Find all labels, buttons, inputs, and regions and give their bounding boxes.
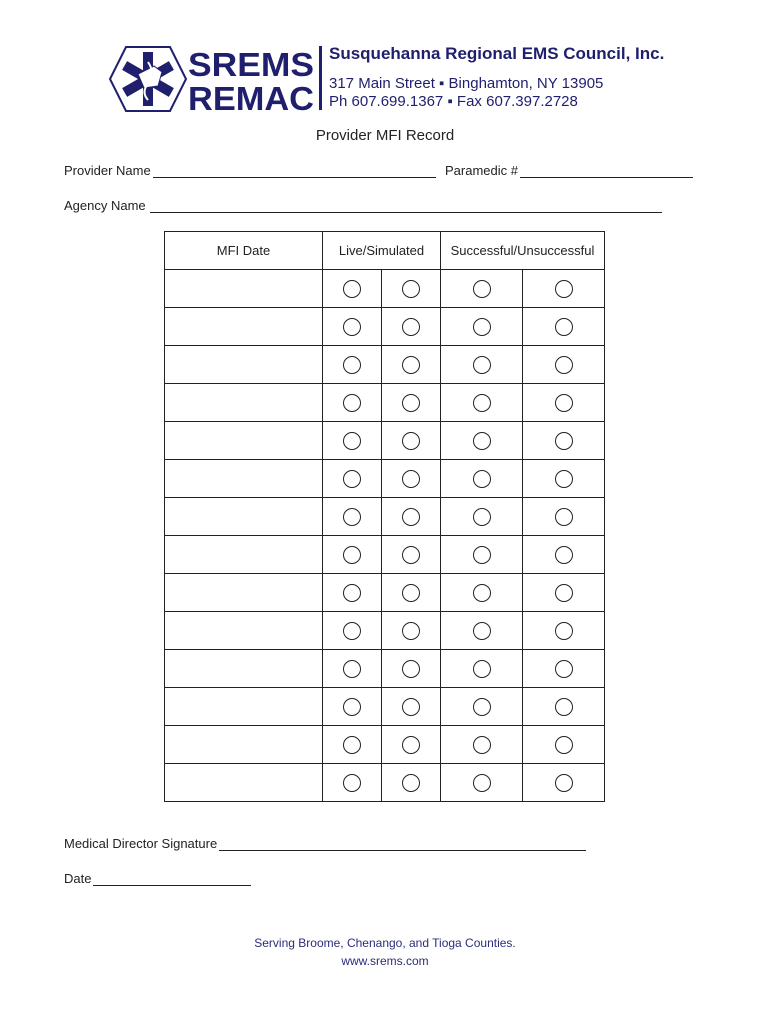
table-row: [165, 612, 605, 650]
unsuccessful-radio[interactable]: [555, 470, 573, 488]
unsuccessful-cell: [523, 270, 605, 308]
successful-cell: [441, 498, 523, 536]
live-cell: [323, 498, 382, 536]
live-radio[interactable]: [343, 584, 361, 602]
simulated-radio[interactable]: [402, 660, 420, 678]
simulated-cell: [382, 536, 441, 574]
table-row: [165, 726, 605, 764]
table-row: [165, 536, 605, 574]
mfi-date-cell[interactable]: [165, 574, 323, 612]
agency-name-label: Agency Name: [64, 198, 146, 213]
date-line[interactable]: [93, 872, 251, 886]
mfi-date-cell[interactable]: [165, 308, 323, 346]
simulated-cell: [382, 422, 441, 460]
live-radio[interactable]: [343, 698, 361, 716]
successful-radio[interactable]: [473, 774, 491, 792]
table-row: [165, 688, 605, 726]
unsuccessful-cell: [523, 726, 605, 764]
simulated-cell: [382, 460, 441, 498]
successful-cell: [441, 346, 523, 384]
mfi-date-cell[interactable]: [165, 384, 323, 422]
mfi-date-cell[interactable]: [165, 764, 323, 802]
simulated-cell: [382, 270, 441, 308]
live-radio[interactable]: [343, 508, 361, 526]
signature-line[interactable]: [219, 837, 586, 851]
live-cell: [323, 384, 382, 422]
unsuccessful-cell: [523, 422, 605, 460]
org-phone: Ph 607.699.1367 ▪ Fax 607.397.2728: [329, 93, 578, 110]
provider-name-label: Provider Name: [64, 163, 151, 178]
simulated-cell: [382, 308, 441, 346]
paramedic-number-field[interactable]: [445, 163, 693, 178]
footer-website[interactable]: www.srems.com: [341, 954, 429, 968]
live-cell: [323, 574, 382, 612]
successful-radio[interactable]: [473, 432, 491, 450]
signature-field[interactable]: [64, 836, 586, 851]
live-cell: [323, 270, 382, 308]
successful-cell: [441, 726, 523, 764]
paramedic-line[interactable]: [520, 164, 693, 178]
live-cell: [323, 764, 382, 802]
unsuccessful-radio[interactable]: [555, 584, 573, 602]
unsuccessful-radio[interactable]: [555, 622, 573, 640]
date-label: Date: [64, 871, 92, 886]
mfi-date-cell[interactable]: [165, 726, 323, 764]
mfi-date-cell[interactable]: [165, 498, 323, 536]
unsuccessful-radio[interactable]: [555, 736, 573, 754]
logo-text-top: SREMS: [188, 46, 314, 83]
header-successful-unsuccessful: Successful/Unsuccessful: [441, 232, 605, 270]
successful-radio[interactable]: [473, 280, 491, 298]
simulated-radio[interactable]: [402, 280, 420, 298]
live-cell: [323, 688, 382, 726]
paramedic-label: Paramedic #: [445, 163, 518, 178]
simulated-cell: [382, 650, 441, 688]
successful-radio[interactable]: [473, 318, 491, 336]
mfi-date-cell[interactable]: [165, 688, 323, 726]
table-header-row: [165, 232, 605, 270]
mfi-date-cell[interactable]: [165, 422, 323, 460]
live-radio[interactable]: [343, 774, 361, 792]
mfi-date-cell[interactable]: [165, 650, 323, 688]
footer-counties: Serving Broome, Chenango, and Tioga Counties.: [254, 936, 516, 950]
table-row: [165, 574, 605, 612]
table-row: [165, 764, 605, 802]
successful-radio[interactable]: [473, 546, 491, 564]
successful-cell: [441, 764, 523, 802]
simulated-radio[interactable]: [402, 622, 420, 640]
successful-cell: [441, 270, 523, 308]
unsuccessful-radio[interactable]: [555, 432, 573, 450]
simulated-cell: [382, 612, 441, 650]
table-row: [165, 308, 605, 346]
live-cell: [323, 308, 382, 346]
live-radio[interactable]: [343, 280, 361, 298]
unsuccessful-cell: [523, 764, 605, 802]
live-cell: [323, 650, 382, 688]
mfi-date-cell[interactable]: [165, 270, 323, 308]
agency-name-line[interactable]: [150, 199, 662, 213]
unsuccessful-cell: [523, 346, 605, 384]
mfi-date-cell[interactable]: [165, 536, 323, 574]
mfi-date-cell[interactable]: [165, 612, 323, 650]
header-mfi-date: MFI Date: [165, 232, 323, 270]
simulated-radio[interactable]: [402, 584, 420, 602]
successful-cell: [441, 612, 523, 650]
table-row: [165, 346, 605, 384]
agency-name-field[interactable]: [64, 198, 662, 213]
unsuccessful-cell: [523, 688, 605, 726]
successful-cell: [441, 536, 523, 574]
live-cell: [323, 346, 382, 384]
provider-name-line[interactable]: [153, 164, 436, 178]
simulated-radio[interactable]: [402, 318, 420, 336]
unsuccessful-cell: [523, 498, 605, 536]
successful-cell: [441, 422, 523, 460]
signature-label: Medical Director Signature: [64, 836, 218, 851]
live-radio[interactable]: [343, 432, 361, 450]
logo-text-bottom: REMAC: [188, 80, 314, 114]
unsuccessful-radio[interactable]: [555, 394, 573, 412]
successful-radio[interactable]: [473, 584, 491, 602]
header-live-simulated: Live/Simulated: [323, 232, 441, 270]
unsuccessful-radio[interactable]: [555, 698, 573, 716]
unsuccessful-cell: [523, 574, 605, 612]
successful-radio[interactable]: [473, 736, 491, 754]
simulated-radio[interactable]: [402, 470, 420, 488]
simulated-radio[interactable]: [402, 432, 420, 450]
successful-cell: [441, 384, 523, 422]
simulated-radio[interactable]: [402, 698, 420, 716]
live-radio[interactable]: [343, 660, 361, 678]
simulated-radio[interactable]: [402, 774, 420, 792]
simulated-cell: [382, 574, 441, 612]
org-name: Susquehanna Regional EMS Council, Inc.: [329, 44, 665, 63]
live-radio[interactable]: [343, 318, 361, 336]
simulated-radio[interactable]: [402, 508, 420, 526]
successful-cell: [441, 650, 523, 688]
table-row: [165, 270, 605, 308]
date-field[interactable]: [64, 871, 251, 886]
simulated-radio[interactable]: [402, 546, 420, 564]
unsuccessful-cell: [523, 536, 605, 574]
live-cell: [323, 422, 382, 460]
unsuccessful-cell: [523, 460, 605, 498]
mfi-date-cell[interactable]: [165, 460, 323, 498]
table-row: [165, 650, 605, 688]
header-divider: [319, 46, 322, 110]
live-radio[interactable]: [343, 356, 361, 374]
successful-radio[interactable]: [473, 660, 491, 678]
simulated-cell: [382, 688, 441, 726]
unsuccessful-cell: [523, 384, 605, 422]
simulated-cell: [382, 498, 441, 536]
successful-cell: [441, 308, 523, 346]
simulated-cell: [382, 726, 441, 764]
simulated-cell: [382, 384, 441, 422]
simulated-radio[interactable]: [402, 736, 420, 754]
successful-radio[interactable]: [473, 698, 491, 716]
successful-cell: [441, 574, 523, 612]
unsuccessful-radio[interactable]: [555, 774, 573, 792]
unsuccessful-radio[interactable]: [555, 660, 573, 678]
org-address: 317 Main Street ▪ Binghamton, NY 13905: [329, 75, 604, 92]
page-title: Provider MFI Record: [315, 127, 455, 144]
table-row: [165, 498, 605, 536]
unsuccessful-cell: [523, 612, 605, 650]
table-row: [165, 384, 605, 422]
unsuccessful-cell: [523, 308, 605, 346]
live-cell: [323, 612, 382, 650]
unsuccessful-radio[interactable]: [555, 356, 573, 374]
simulated-cell: [382, 764, 441, 802]
srems-remac-logo: [108, 44, 318, 114]
successful-cell: [441, 460, 523, 498]
unsuccessful-cell: [523, 650, 605, 688]
simulated-radio[interactable]: [402, 394, 420, 412]
successful-radio[interactable]: [473, 394, 491, 412]
live-cell: [323, 460, 382, 498]
simulated-cell: [382, 346, 441, 384]
live-radio[interactable]: [343, 546, 361, 564]
successful-cell: [441, 688, 523, 726]
unsuccessful-radio[interactable]: [555, 318, 573, 336]
live-cell: [323, 536, 382, 574]
table-row: [165, 422, 605, 460]
live-radio[interactable]: [343, 736, 361, 754]
provider-name-field[interactable]: [64, 163, 436, 178]
successful-radio[interactable]: [473, 622, 491, 640]
mfi-table: [164, 231, 605, 802]
live-radio[interactable]: [343, 470, 361, 488]
table-row: [165, 460, 605, 498]
live-radio[interactable]: [343, 394, 361, 412]
simulated-radio[interactable]: [402, 356, 420, 374]
live-cell: [323, 726, 382, 764]
unsuccessful-radio[interactable]: [555, 280, 573, 298]
successful-radio[interactable]: [473, 508, 491, 526]
unsuccessful-radio[interactable]: [555, 508, 573, 526]
mfi-date-cell[interactable]: [165, 346, 323, 384]
live-radio[interactable]: [343, 622, 361, 640]
unsuccessful-radio[interactable]: [555, 546, 573, 564]
successful-radio[interactable]: [473, 470, 491, 488]
successful-radio[interactable]: [473, 356, 491, 374]
